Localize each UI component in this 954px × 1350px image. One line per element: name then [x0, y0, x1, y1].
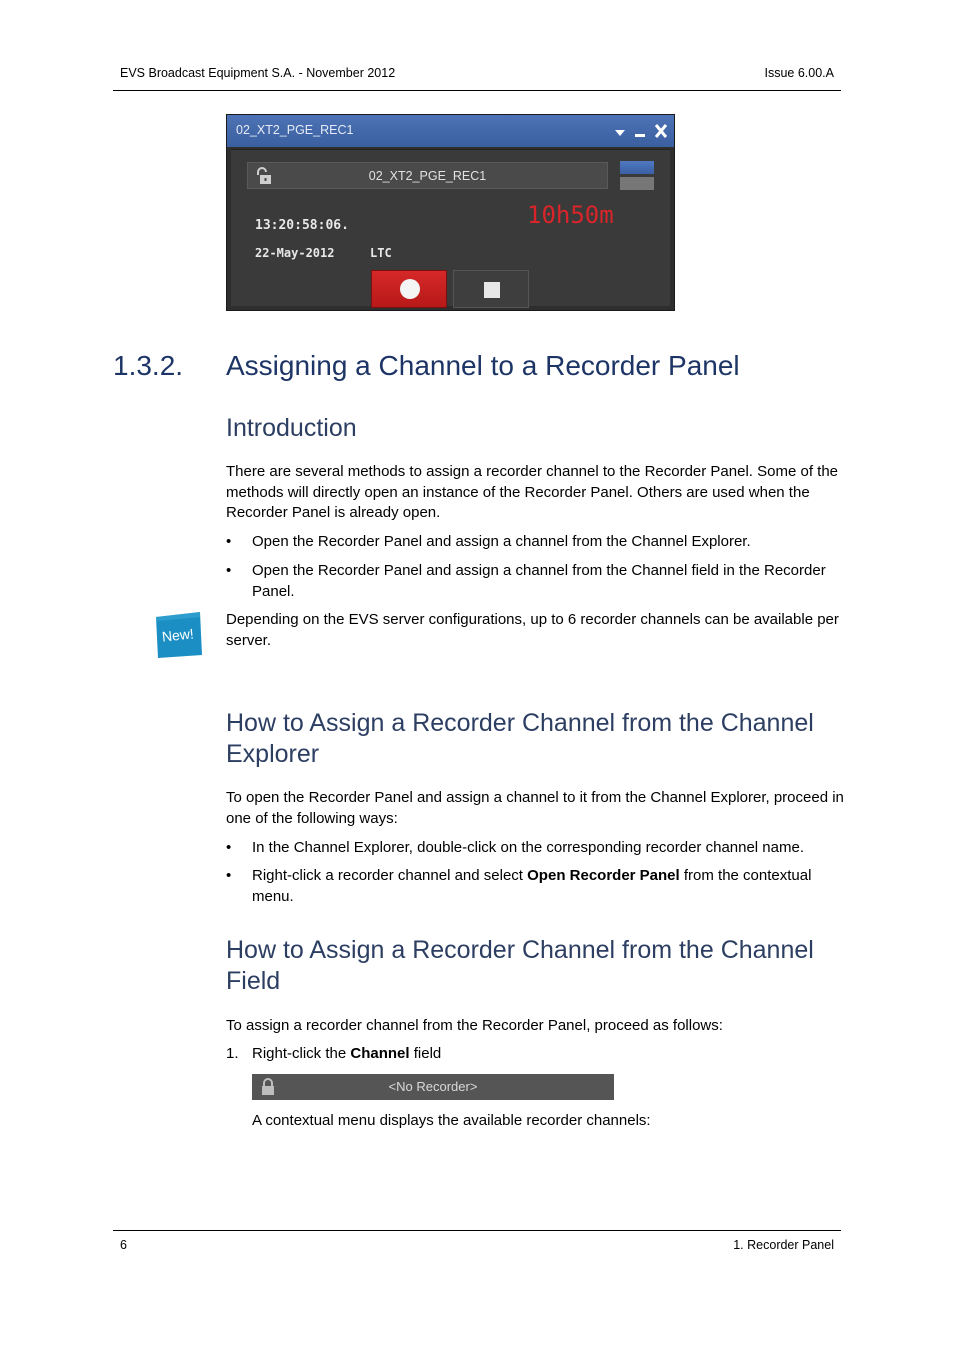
- footer-chapter: 1. Recorder Panel: [733, 1238, 834, 1252]
- remaining-time: 10h50m: [527, 201, 614, 229]
- explorer-bullet-2: Right-click a recorder channel and select Open Recorder Panel from the contextual menu.: [252, 867, 812, 905]
- step-number: 1.: [226, 1045, 239, 1062]
- panel-body: [231, 149, 670, 306]
- new-badge-icon: [154, 611, 203, 658]
- channel-name: 02_XT2_PGE_REC1: [368, 169, 487, 183]
- layout-toggle-top[interactable]: [620, 161, 654, 174]
- footer-page-number: 6: [120, 1238, 127, 1252]
- channel-term: Channel: [350, 1045, 410, 1062]
- section-title: Assigning a Channel to a Recorder Panel: [226, 350, 740, 381]
- chevron-down-icon[interactable]: [614, 122, 626, 140]
- stop-icon: [484, 282, 500, 298]
- new-badge-text: New!: [161, 625, 195, 645]
- stop-button[interactable]: [453, 270, 529, 308]
- field-heading: How to Assign a Recorder Channel from the Channel Field: [226, 936, 814, 995]
- recorder-panel-screenshot: [226, 114, 675, 311]
- new-note: Depending on the EVS server configurations, up to 6 recorder channels can be available per server.: [226, 611, 839, 649]
- close-icon[interactable]: [654, 122, 668, 140]
- panel-titlebar: [227, 115, 674, 147]
- bullet-marker: •: [226, 562, 232, 579]
- header-left: EVS Broadcast Equipment S.A. - November 2012: [120, 66, 396, 80]
- intro-heading: Introduction: [226, 414, 357, 442]
- intro-bullet-1: Open the Recorder Panel and assign a channel from the Channel Explorer.: [252, 533, 751, 550]
- after-step-text: A contextual menu displays the available recorder channels:: [252, 1112, 651, 1129]
- header-right: Issue 6.00.A: [764, 66, 834, 80]
- header-rule: [113, 90, 841, 91]
- tc-source: LTC: [370, 246, 392, 260]
- field-paragraph: To assign a recorder channel from the Recorder Panel, proceed as follows:: [226, 1017, 723, 1034]
- minimize-icon[interactable]: [634, 122, 646, 140]
- no-recorder-field[interactable]: [252, 1074, 614, 1100]
- footer-rule: [113, 1230, 841, 1231]
- intro-paragraph: There are several methods to assign a recorder channel to the Recorder Panel. Some of the methods will directly open an instance of the Recorder Panel. Others are used when the Recorder Panel is already open.: [226, 463, 839, 521]
- date: 22-May-2012: [255, 246, 335, 260]
- bullet-marker: •: [226, 839, 232, 856]
- panel-window-title: 02_XT2_PGE_REC1: [236, 123, 354, 137]
- layout-toggle-bottom[interactable]: [620, 177, 654, 190]
- no-recorder-text: <No Recorder>: [388, 1079, 478, 1094]
- section-number: 1.3.2.: [113, 350, 184, 381]
- channel-field[interactable]: [247, 162, 608, 189]
- explorer-paragraph: To open the Recorder Panel and assign a channel to it from the Channel Explorer, proceed in one of the following ways:: [226, 789, 844, 827]
- bullet-marker: •: [226, 867, 232, 884]
- open-recorder-panel-term: Open Recorder Panel: [527, 867, 680, 884]
- timecode: 13:20:58:06.: [255, 218, 349, 233]
- explorer-bullet-1: In the Channel Explorer, double-click on the corresponding recorder channel name.: [252, 839, 804, 856]
- record-button[interactable]: [371, 270, 447, 308]
- step-1: Right-click the Channel field: [252, 1045, 442, 1062]
- explorer-heading: How to Assign a Recorder Channel from the Channel Explorer: [226, 709, 814, 768]
- record-icon: [400, 279, 420, 299]
- intro-bullet-2: Open the Recorder Panel and assign a channel from the Channel field in the Recorder Panel.: [252, 562, 826, 600]
- bullet-marker: •: [226, 533, 232, 550]
